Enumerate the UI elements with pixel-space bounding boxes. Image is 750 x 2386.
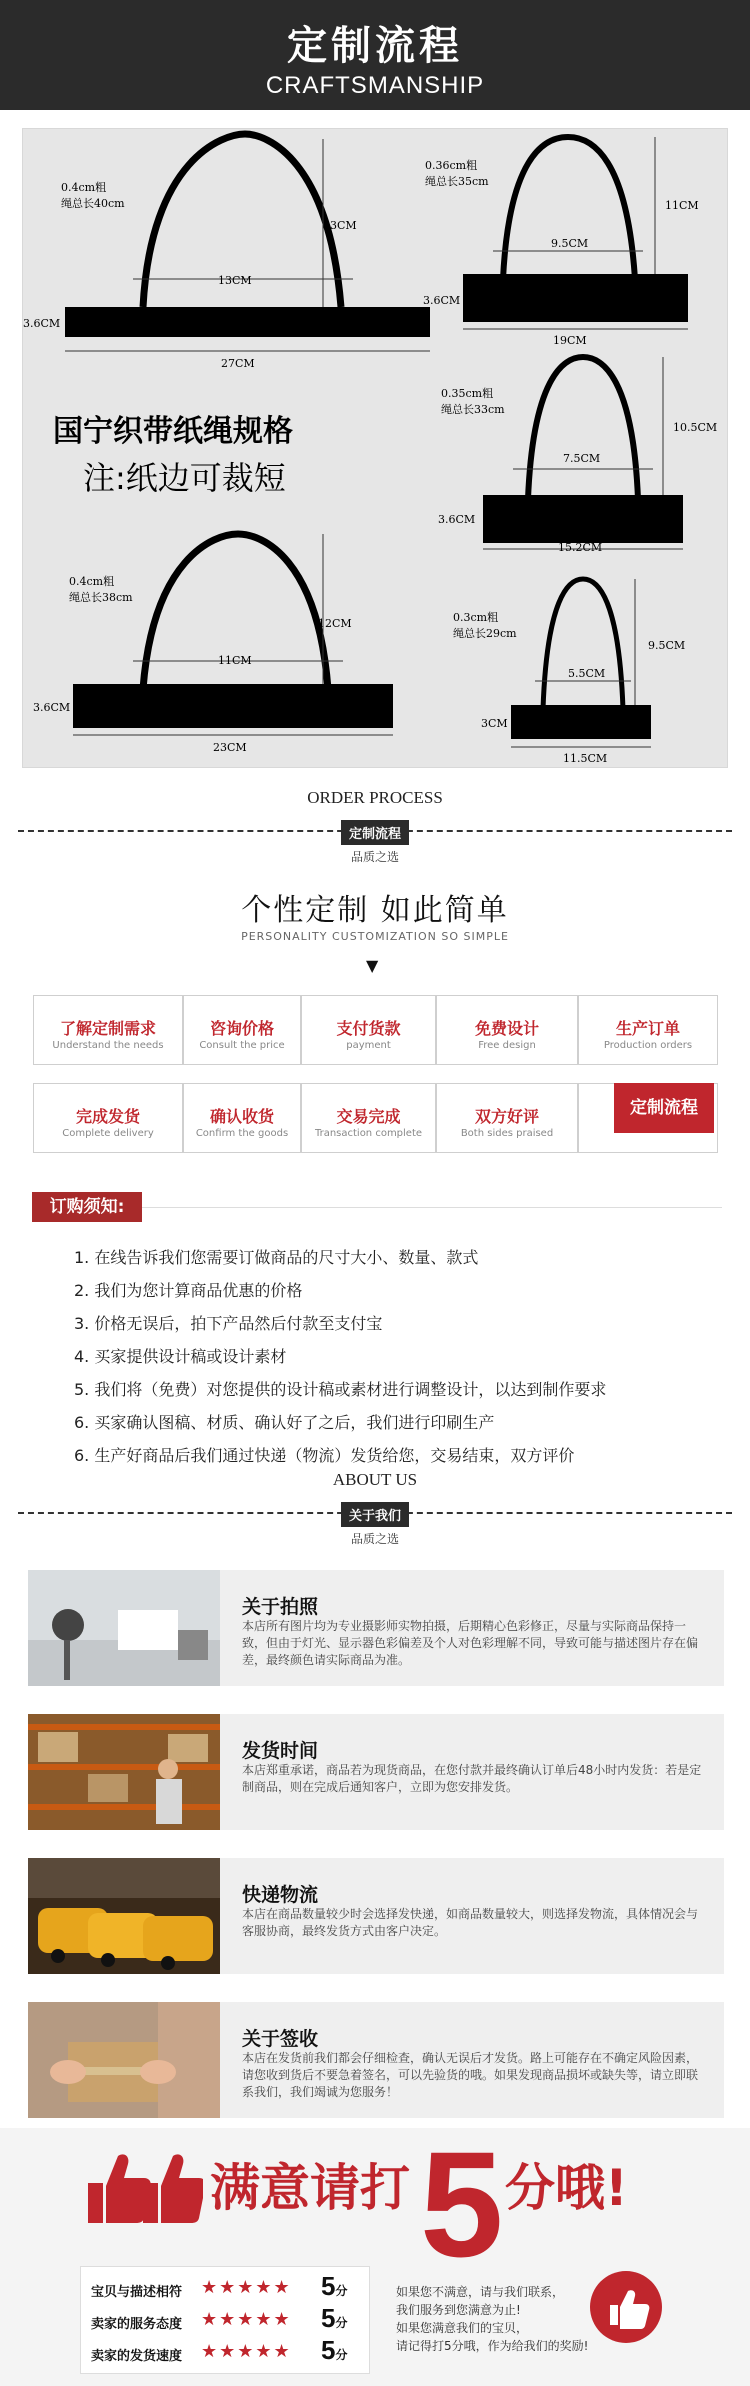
step-consult-price [183,995,301,1065]
about-receipt-text: 本店在发货前我们都会仔细检查，确认无误后才发货。路上可能存在不确定风险因素，请您收到货后不要急着签名，可以先验货的哦。如果发现商品损坏或缺失等，请立即联系我们，我们竭诚为您服务！ [242,2051,699,2099]
bag-1-rope-length: 绳总长40cm [61,197,125,210]
bag-2-rope-thickness: 0.36cm粗 [425,159,478,172]
step-label: 双方好评 [474,1107,539,1126]
about-tag: 关于我们 [341,1502,409,1527]
rating-slogan-number: 5 [420,2120,504,2288]
bag-1 [23,134,430,370]
rating-note-line: 请记得打5分哦，作为给我们的奖励! [396,2339,589,2353]
bag-4-body-width: 23CM [213,741,247,754]
bag-4-rope-length: 绳总长38cm [69,591,133,604]
rating-row-score: 5分 [321,2271,348,2301]
about-shipping-text: 本店郑重承诺，商品若为现货商品，在您付款并最终确认订单后48小时内发货：若是定制商品，则在完成后通知客户，立即为您安排发货。 [242,1763,702,1794]
bag-1-handle-width: 13CM [218,274,252,287]
about-title: ABOUT US [332,1470,418,1489]
flow-tag: 定制流程 [614,1083,714,1133]
bag-5-rope-thickness: 0.3cm粗 [453,611,499,624]
bag-2-body-height: 3.6CM [423,294,461,307]
bag-4-body-height: 3.6CM [33,701,71,714]
spec-note: 注:纸边可裁短 [83,459,286,497]
step-label-en: Transaction complete [314,1128,423,1139]
bag-2-handle-width: 9.5CM [551,237,589,250]
rating-row-stars: ★★★★★ [201,2277,292,2298]
rating-row-label: 卖家的发货速度 [91,2349,183,2364]
about-photo-title: 关于拍照 [242,1596,319,1618]
rating-note-line: 我们服务到您满意为止! [396,2303,521,2317]
header-subtitle: CRAFTSMANSHIP [265,72,485,99]
step-label: 了解定制需求 [59,1019,156,1038]
rating-section [0,2120,750,2386]
notice-rule: 4. 买家提供设计稿或设计素材 [74,1347,287,1366]
step-label: 完成发货 [75,1107,140,1126]
header-banner [0,0,750,110]
rating-box [80,2266,370,2374]
step-label: 交易完成 [336,1107,401,1126]
rating-note [396,2283,606,2355]
bag-4-handle-height: 12CM [318,617,352,630]
bag-2-handle-height: 11CM [665,199,699,212]
step-free-design [436,995,578,1065]
bag-5-body-height: 3CM [481,717,508,730]
step-label: 免费设计 [474,1019,539,1038]
step-production-orders [578,995,718,1065]
step-label-en: Complete delivery [62,1128,154,1139]
bag-5 [453,579,685,765]
about-logistics-text: 本店在商品数量较少时会选择发快递，如商品数量较大，则选择发物流，具体情况会与客服协商，最终发货方式由客户决定。 [242,1907,699,1938]
notice-rule: 5. 我们将（免费）对您提供的设计稿或素材进行调整设计，以达到制作要求 [74,1380,607,1399]
step-transaction-complete [301,1083,436,1153]
bag-5-handle-width: 5.5CM [568,667,606,680]
bag-3-rope-thickness: 0.35cm粗 [441,387,494,400]
header-title: 定制流程 [287,23,463,69]
spec-headline: 国宁织带纸绳规格 [53,414,293,449]
order-process-title: ORDER PROCESS [307,788,443,807]
bag-4 [33,534,393,754]
rating-row-stars: ★★★★★ [201,2341,292,2362]
rating-row-score: 5分 [321,2335,348,2365]
rating-note-line: 如果您不满意，请与我们联系， [396,2285,565,2299]
step-label-en: Production orders [603,1040,693,1051]
notice-rule: 2. 我们为您计算商品优惠的价格 [74,1281,303,1300]
order-process-headline: 个性定制 如此简单 [241,893,509,928]
about-receipt-title: 关于签收 [242,2028,319,2050]
step-both-praised [436,1083,578,1153]
step-label-en: Confirm the goods [195,1128,289,1139]
step-complete-delivery [33,1083,183,1153]
order-process-sub: 品质之选 [350,850,399,864]
notice-rule: 6. 买家确认图稿、材质、确认好了之后，我们进行印刷生产 [74,1413,495,1432]
step-label-en: Understand the needs [52,1040,164,1051]
studio-photo [28,1570,220,1686]
thumbs-up-circle-icon [590,2271,662,2343]
bag-4-handle-width: 11CM [218,654,252,667]
rating-row-score: 5分 [321,2303,348,2333]
bag-spec-diagram [22,128,728,768]
about-photo-text: 本店所有图片均为专业摄影师实物拍摄，后期精心色彩修正，尽量与实际商品保持一致，但由于灯光、显示器色彩偏差及个人对色彩理解不同，导致可能与描述图片存在偏差，最终颜色请实际商品为准。 [242,1619,699,1667]
rating-slogan-right: 分哦! [505,2159,628,2217]
about-photo-block [28,1570,724,1686]
bag-3 [438,357,717,554]
rating-row-stars: ★★★★★ [201,2309,292,2330]
step-label: 确认收货 [209,1107,274,1126]
bag-4-rope-thickness: 0.4cm粗 [69,575,115,588]
about-sub: 品质之选 [350,1532,399,1546]
step-confirm-goods [183,1083,301,1153]
step-label-en: payment [346,1040,391,1051]
step-label: 咨询价格 [209,1019,274,1038]
step-label: 支付货款 [336,1019,401,1038]
about-shipping-block [28,1714,724,1830]
notice-tag: 订购须知: [32,1192,142,1222]
thumbs-up-icon [78,2148,203,2228]
step-label-en: Consult the price [199,1040,285,1051]
about-logistics-title: 快递物流 [242,1884,319,1906]
step-payment [301,995,436,1065]
bag-5-rope-length: 绳总长29cm [453,627,517,640]
step-label: 生产订单 [615,1019,680,1038]
rating-slogan-left: 满意请打 [210,2159,410,2217]
about-receipt-block [28,2002,724,2118]
notice-rule: 1. 在线告诉我们您需要订做商品的尺寸大小、数量、款式 [74,1248,479,1267]
bag-3-handle-width: 7.5CM [563,452,601,465]
bag-3-handle-height: 10.5CM [673,421,718,434]
bag-2 [423,137,699,347]
rating-row-label: 卖家的服务态度 [91,2317,183,2332]
order-process-tag: 定制流程 [341,820,409,845]
rating-row-label: 宝贝与描述相符 [91,2285,183,2300]
delivery-vans-photo [28,1858,220,1974]
about-shipping-title: 发货时间 [242,1740,319,1762]
step-label-en: Both sides praised [460,1128,554,1139]
bag-1-handle-height: 13CM [323,219,357,232]
bag-5-handle-height: 9.5CM [648,639,686,652]
step-understand-needs [33,995,183,1065]
bag-1-rope-thickness: 0.4cm粗 [61,181,107,194]
bag-3-body-width: 15.2CM [558,541,603,554]
bag-3-body-height: 3.6CM [438,513,476,526]
package-handoff-photo [28,2002,220,2118]
about-logistics-block [28,1858,724,1974]
bag-2-rope-length: 绳总长35cm [425,175,489,188]
bag-1-body-height: 3.6CM [23,317,61,330]
down-arrow-icon: ▼ [366,956,379,975]
notice-rule: 6. 生产好商品后我们通过快递（物流）发货给您，交易结束，双方评价 [74,1446,575,1465]
order-process-headline-en: PERSONALITY CUSTOMIZATION SO SIMPLE [241,930,509,943]
bag-1-body-width: 27CM [221,357,255,370]
bag-3-rope-length: 绳总长33cm [441,403,505,416]
bag-5-body-width: 11.5CM [563,752,608,765]
rating-note-line: 如果您满意我们的宝贝， [396,2321,529,2335]
step-label-en: Free design [478,1040,536,1051]
warehouse-photo [28,1714,220,1830]
notice-rule: 3. 价格无误后，拍下产品然后付款至支付宝 [74,1314,383,1333]
bag-2-body-width: 19CM [553,334,587,347]
